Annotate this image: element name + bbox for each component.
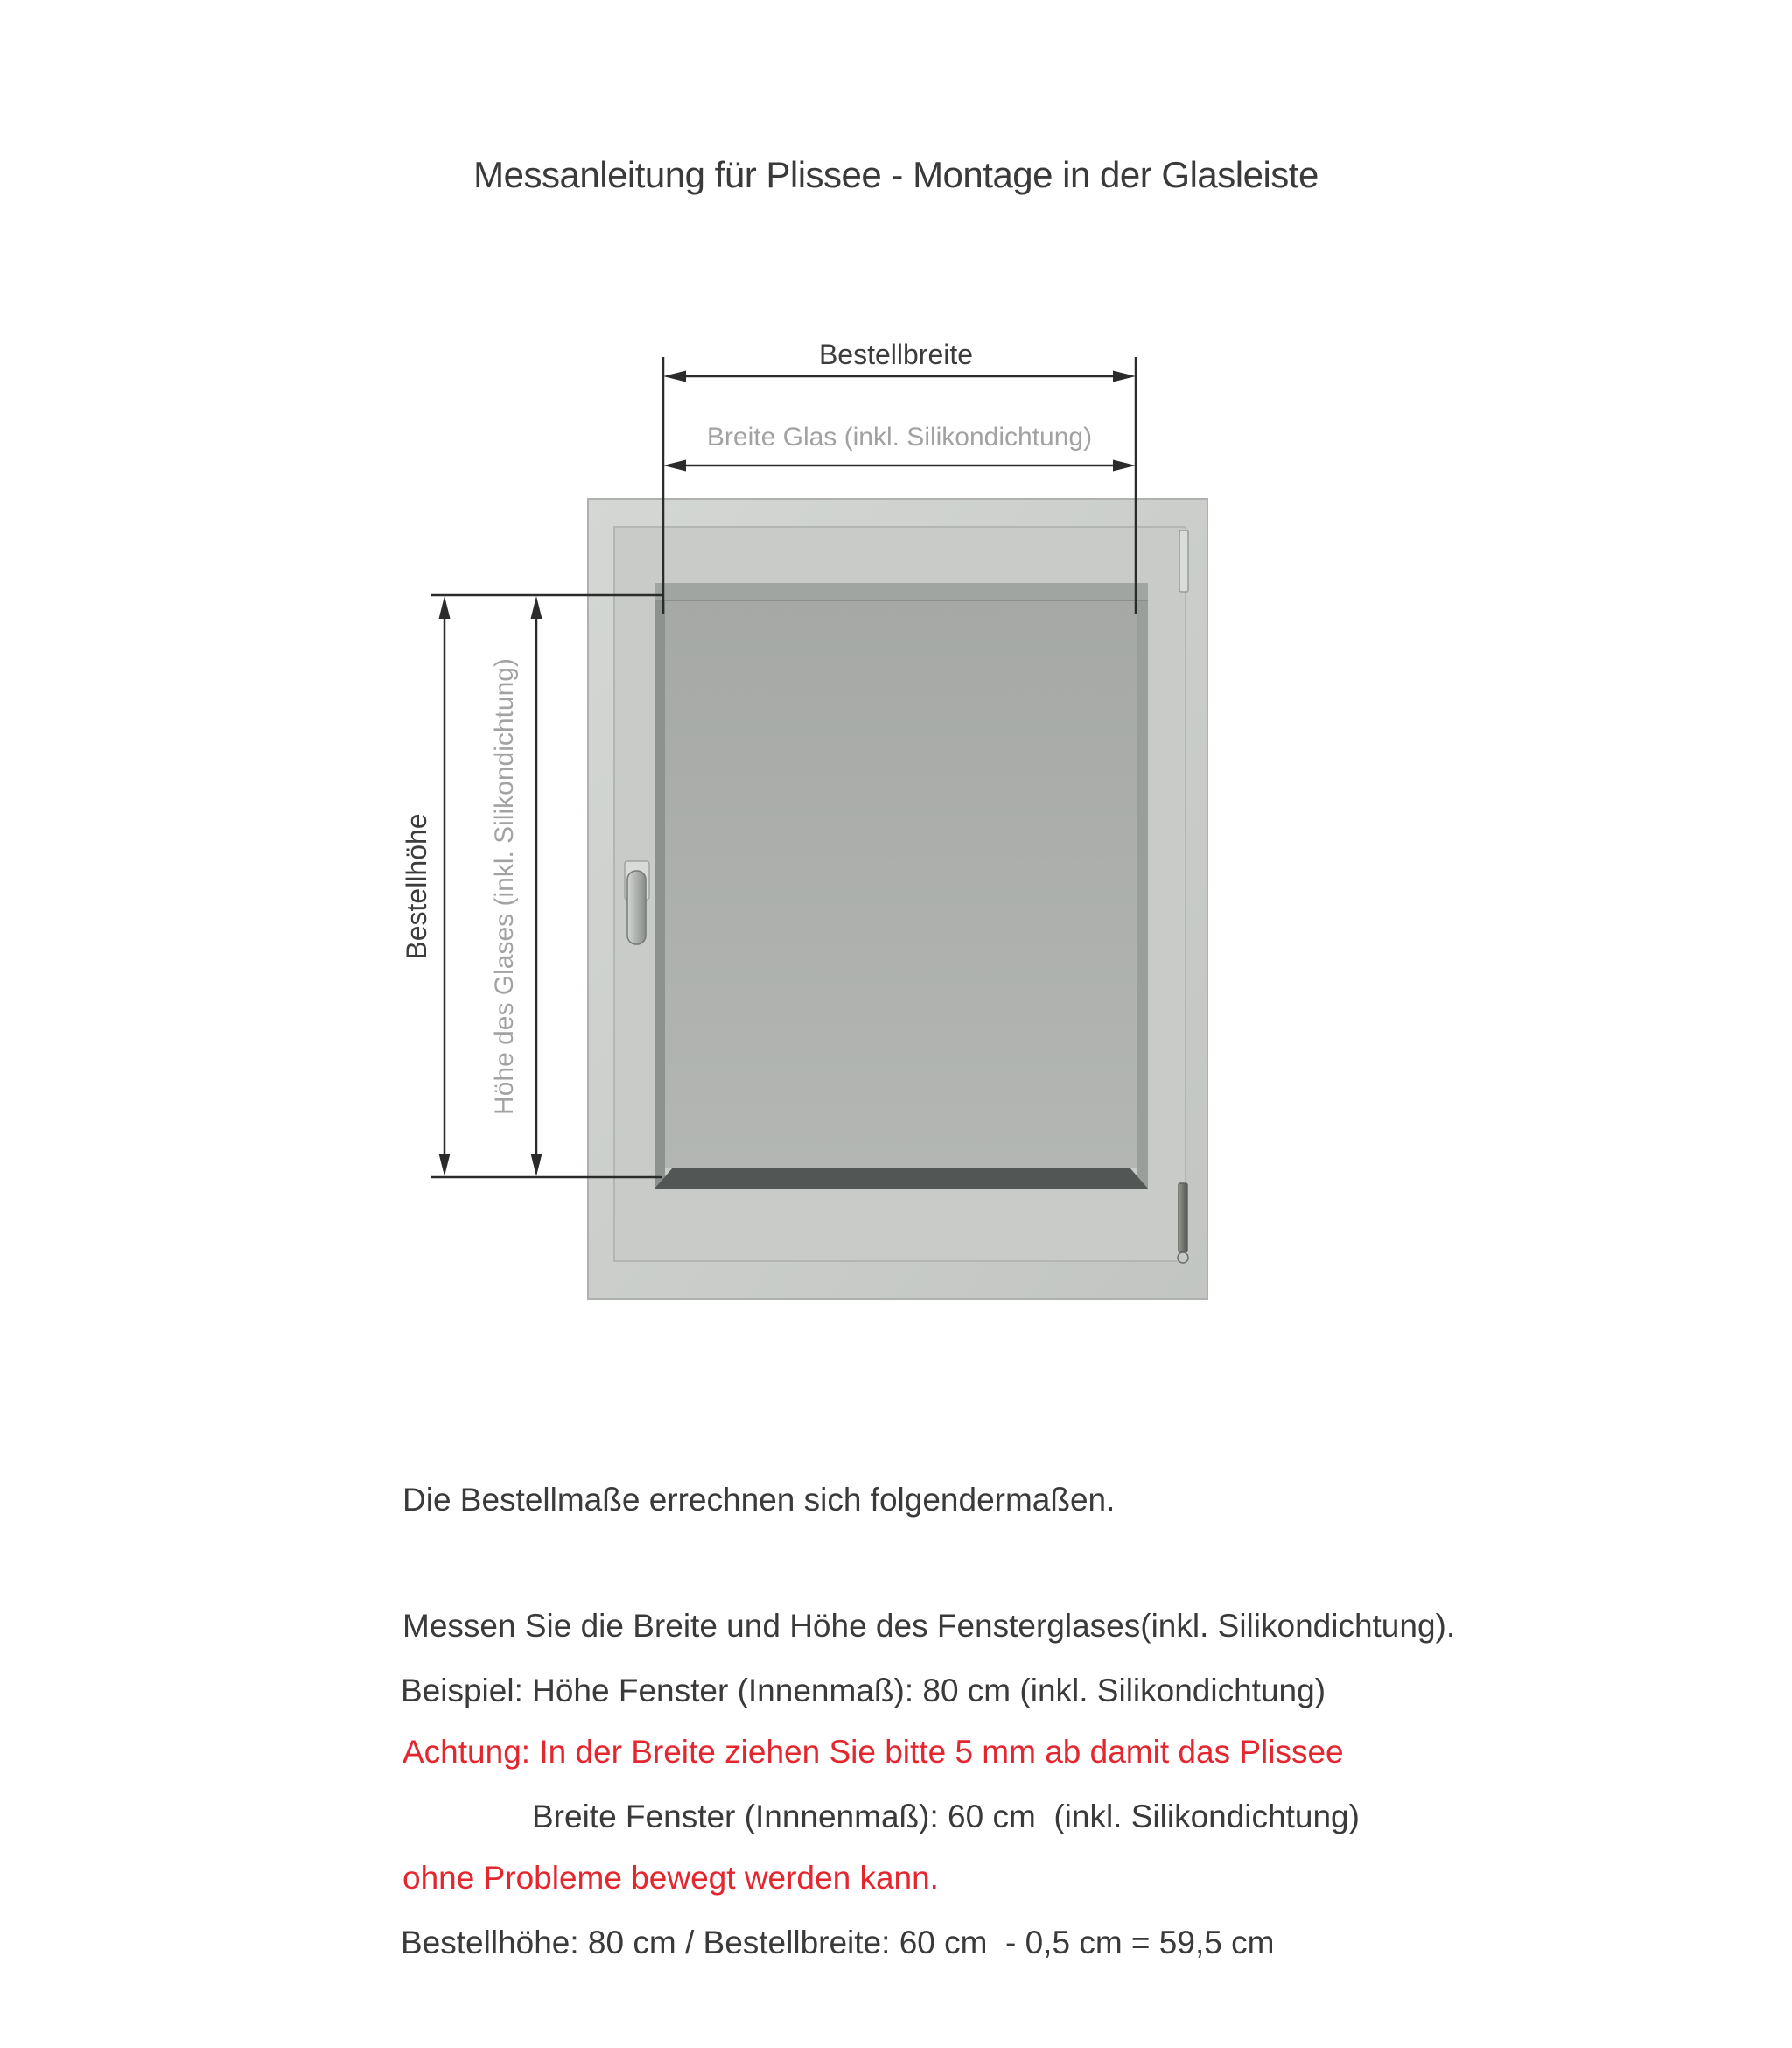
arrowhead-right-icon bbox=[1113, 371, 1136, 382]
hinge-bottom bbox=[1178, 1183, 1188, 1263]
label-order-height: Bestellhöhe bbox=[401, 813, 432, 960]
dimension-glass-height bbox=[531, 596, 542, 1176]
label-order-width: Bestellbreite bbox=[818, 339, 974, 370]
hinge-top bbox=[1180, 530, 1188, 592]
glass-top-strip bbox=[654, 583, 1148, 600]
dimension-order-width bbox=[663, 371, 1136, 382]
dimension-glass-width bbox=[663, 460, 1136, 472]
arrowhead-down-icon bbox=[439, 1154, 451, 1176]
instruction-line: Die Bestellmaße errechnen sich folgendermaßen. bbox=[402, 1482, 1116, 1518]
warning-line: Achtung: In der Breite ziehen Sie bitte 5 mm ab damit das Plissee bbox=[402, 1734, 1344, 1770]
page-title: Messanleitung für Plissee - Montage in der Glasleiste bbox=[473, 154, 1319, 195]
example-text-block bbox=[401, 1586, 1360, 2048]
glass-pane bbox=[665, 583, 1138, 1168]
handle-grip bbox=[627, 871, 646, 944]
example-line: Breite Fenster (Innnenmaß): 60 cm (inkl. Silikondichtung) bbox=[532, 1799, 1360, 1834]
instruction-line: Messen Sie die Breite und Höhe des Fensterglases(inkl. Silikondichtung). bbox=[402, 1608, 1456, 1644]
arrowhead-right-icon bbox=[1113, 460, 1136, 472]
arrowhead-up-icon bbox=[531, 596, 542, 619]
glazing-bead-right bbox=[1138, 583, 1148, 1189]
arrowhead-left-icon bbox=[663, 460, 686, 472]
warning-line: ohne Probleme bewegt werden kann. bbox=[402, 1860, 939, 1896]
arrowhead-down-icon bbox=[531, 1154, 542, 1176]
arrowhead-up-icon bbox=[439, 596, 451, 619]
example-line: Beispiel: Höhe Fenster (Innenmaß): 80 cm (inkl. Silikondichtung) bbox=[401, 1673, 1326, 1708]
hinge-bottom-pin bbox=[1178, 1252, 1188, 1263]
glazing-bead-bottom bbox=[654, 1168, 1148, 1189]
window-handle bbox=[625, 861, 649, 944]
label-glass-width: Breite Glas (inkl. Silikondichtung) bbox=[706, 423, 1093, 452]
glazing-bead-left bbox=[654, 583, 665, 1189]
dimension-order-height bbox=[439, 596, 451, 1176]
window-illustration bbox=[588, 499, 1208, 1299]
arrowhead-left-icon bbox=[663, 371, 686, 382]
example-line: Bestellhöhe: 80 cm / Bestellbreite: 60 cm - 0,5 cm = 59,5 cm bbox=[401, 1925, 1275, 1960]
label-glass-height: Höhe des Glases (inkl. Silikondichtung) bbox=[490, 658, 519, 1115]
